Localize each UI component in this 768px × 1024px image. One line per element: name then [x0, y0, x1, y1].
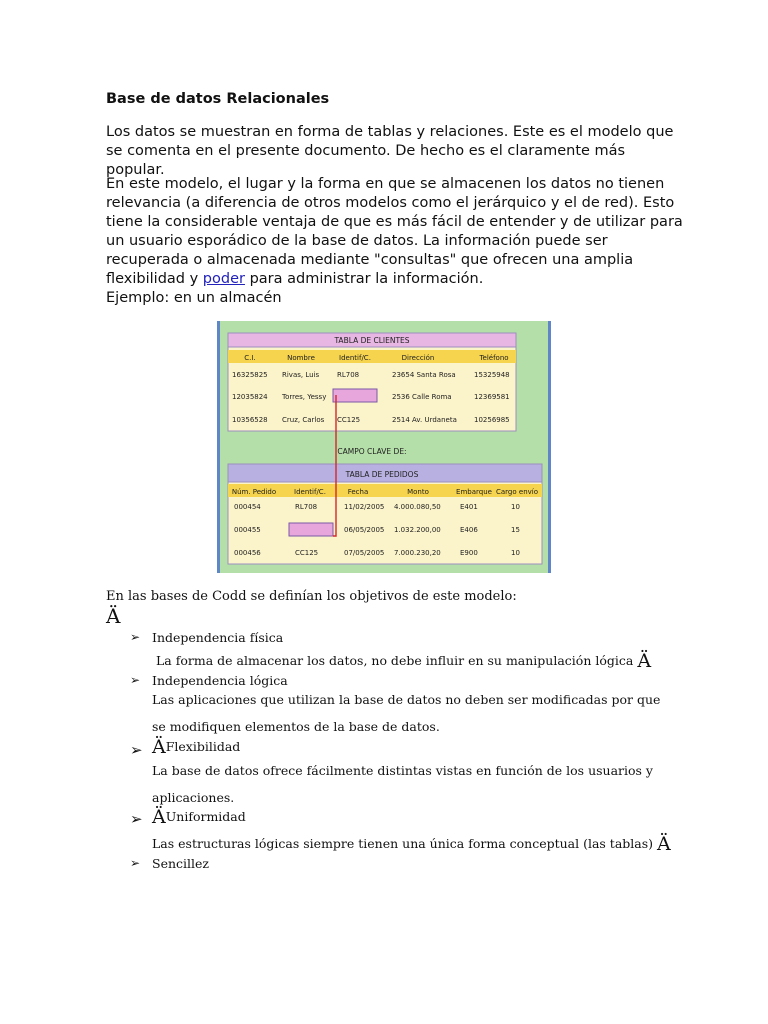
symbol-glyph: Ä — [637, 650, 652, 672]
pedidos-header-cell: Fecha — [347, 488, 369, 496]
pedidos-cell: 000456 — [234, 549, 261, 557]
bullet-arrow-icon: ➢ — [130, 810, 143, 828]
clientes-cell: 12035824 — [232, 393, 268, 401]
bullet-arrow-icon: ➢ — [130, 630, 141, 644]
item-label-text: Uniformidad — [165, 809, 246, 824]
item-independencia-logica: Independencia lógica — [152, 673, 288, 688]
item-uniformidad — [152, 806, 246, 828]
item-desc: Las aplicaciones que utilizan la base de datos no deben ser modificadas por que se modifiquen elementos de la base de datos. — [152, 692, 661, 734]
clientes-header-cell: Dirección — [401, 354, 435, 362]
clientes-header-cell: Identif/C. — [339, 354, 371, 362]
clientes-cell: 23654 Santa Rosa — [392, 371, 456, 379]
ty011-highlight-pedidos — [289, 523, 333, 536]
symbol-glyph: Ä — [152, 806, 166, 828]
intro-paragraph: Los datos se muestran en forma de tablas y relaciones. Este es el modelo que se comenta en el presente documento. De hecho es el claramente más popular. — [106, 124, 674, 178]
pedidos-cell: E900 — [460, 549, 478, 557]
ty011-highlight-clientes — [333, 389, 377, 402]
clientes-table-bg — [228, 333, 516, 431]
pedidos-header-cell: Cargo envío — [496, 488, 538, 496]
relational-tables-figure — [217, 321, 551, 573]
pedidos-cell: 10 — [511, 503, 520, 511]
poder-link[interactable]: poder — [202, 271, 245, 287]
tables-diagram — [220, 321, 548, 573]
pedidos-header-cell: Identif/C. — [294, 488, 326, 496]
doc-title: Base de datos Relacionales — [106, 91, 330, 107]
clientes-cell: Rivas, Luis — [282, 371, 320, 379]
item-label-text: Flexibilidad — [165, 739, 241, 754]
example-line: Ejemplo: en un almacén — [106, 290, 282, 306]
model-paragraph — [106, 175, 686, 308]
desc-text: La forma de almacenar los datos, no debe influir en su manipulación lógica — [156, 653, 634, 668]
item-independencia-fisica: Independencia física — [152, 630, 284, 645]
pedidos-cell: CC125 — [295, 549, 319, 557]
pedidos-cell: 000454 — [234, 503, 261, 511]
item-desc: La base de datos ofrece fácilmente distintas vistas en función de los usuarios y aplicaciones. — [152, 763, 653, 805]
item-desc — [156, 647, 676, 675]
clientes-cell: 15325948 — [474, 371, 510, 379]
pedidos-title: TABLA DE PEDIDOS — [345, 470, 419, 479]
pedidos-header-cell: Monto — [407, 488, 429, 496]
codd-intro: En las bases de Codd se definían los objetivos de este modelo: — [106, 589, 517, 604]
symbol-glyph: Ä — [106, 604, 121, 628]
pedidos-cell: RL708 — [295, 503, 318, 511]
pedidos-cell: 15 — [511, 526, 520, 534]
item-desc — [152, 830, 672, 858]
clientes-cell: Torres, Yessy — [282, 393, 327, 401]
pedidos-cell: E406 — [460, 526, 478, 534]
symbol-glyph: Ä — [657, 833, 671, 855]
clientes-cell: 2536 Calle Roma — [392, 393, 452, 401]
clientes-title: TABLA DE CLIENTES — [334, 336, 410, 345]
clientes-header-cell: Nombre — [287, 354, 315, 362]
clientes-header-bar — [228, 350, 516, 363]
pedidos-header-cell: Núm. Pedido — [231, 488, 277, 496]
clientes-header-cell: C.I. — [244, 354, 256, 362]
pedidos-cell: 07/05/2005 — [344, 549, 385, 557]
pedidos-cell: E401 — [460, 503, 478, 511]
pedidos-cell: 000455 — [234, 526, 261, 534]
model-paragraph-text: En este modelo, el lugar y la forma en que se almacenen los datos no tienen relevancia (a diferencia de otros modelos como el jerárquico y el de red). Esto tiene la considerable ventaja de que es más fácil de entender y de utilizar para un usuario esporádico de la base de datos. La información puede ser recuperada o almacenada mediante "consultas" que ofrecen una amplia flexibilidad y — [106, 176, 683, 287]
bullet-arrow-icon: ➢ — [130, 673, 141, 687]
desc-text: Las estructuras lógicas siempre tienen una única forma conceptual (las tablas) — [152, 836, 654, 851]
item-flexibilidad — [152, 736, 240, 758]
clientes-cell: 16325825 — [232, 371, 268, 379]
clientes-cell: 2514 Av. Urdaneta — [392, 416, 457, 424]
pedidos-cell: 4.000.080,50 — [394, 503, 441, 511]
pedidos-cell: 06/05/2005 — [344, 526, 385, 534]
clientes-cell: 10356528 — [232, 416, 268, 424]
pedidos-header-cell: Embarque — [456, 488, 492, 496]
model-paragraph-end: para administrar la información. — [244, 271, 484, 287]
campo-clave-label: CAMPO CLAVE DE: — [337, 447, 407, 456]
pedidos-cell: 7.000.230,20 — [394, 549, 441, 557]
clientes-cell: 10256985 — [474, 416, 510, 424]
clientes-cell: Cruz, Carlos — [282, 416, 325, 424]
pedidos-cell: 10 — [511, 549, 520, 557]
clientes-cell: 12369581 — [474, 393, 510, 401]
clientes-cell: RL708 — [337, 371, 360, 379]
bullet-arrow-icon: ➢ — [130, 856, 141, 870]
clientes-cell: CC125 — [337, 416, 361, 424]
bullet-arrow-icon: ➢ — [130, 741, 143, 759]
item-sencillez: Sencillez — [152, 856, 209, 871]
pedidos-cell: 11/02/2005 — [344, 503, 385, 511]
pedidos-cell: 1.032.200,00 — [394, 526, 441, 534]
clientes-header-cell: Teléfono — [479, 354, 509, 362]
symbol-glyph: Ä — [152, 736, 166, 758]
